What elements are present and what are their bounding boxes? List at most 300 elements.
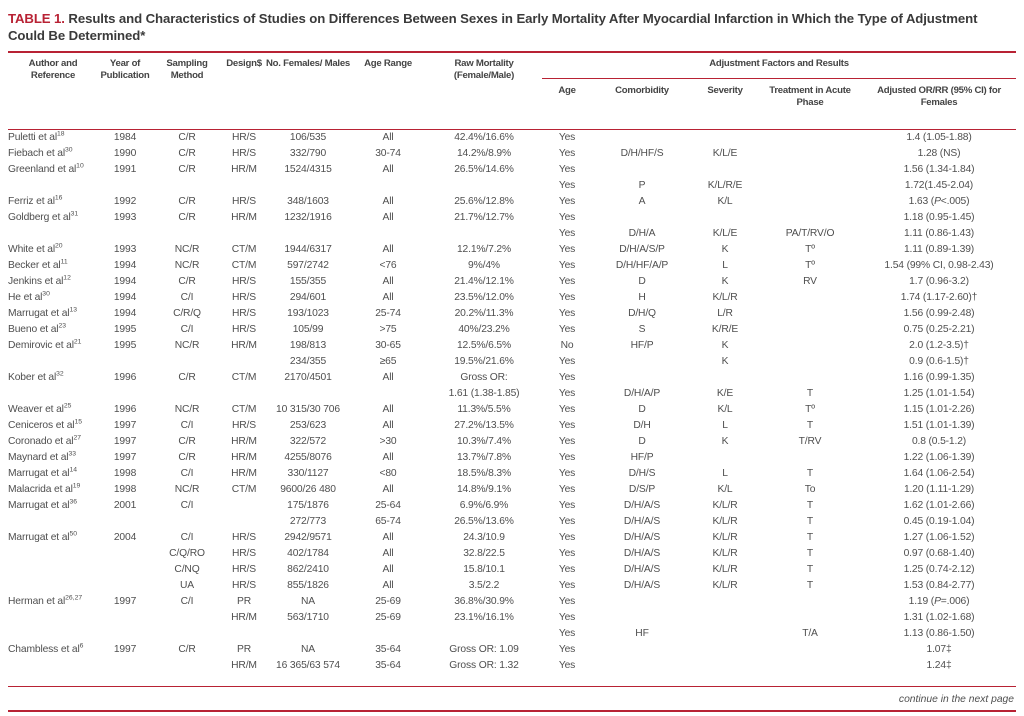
cell-design: HR/S [231, 548, 256, 559]
cell-age: Yes [558, 292, 576, 303]
cell-year: 1994 [113, 292, 137, 303]
cell-design: CT/M [231, 404, 257, 415]
cell-adjusted_or: 1.15 (1.01-2.26) [903, 404, 975, 415]
cell-severity [692, 658, 758, 674]
cell-severity [692, 130, 758, 147]
cell-sampling: C/R [178, 196, 196, 207]
table-row [8, 242, 1016, 258]
cell-adjusted_or: 0.45 (0.19-1.04) [903, 516, 975, 527]
table-row [8, 530, 1016, 546]
cell-sampling: C/R [178, 212, 196, 223]
cell-comorbidity: HF/P [630, 340, 654, 351]
cell-comorbidity: D/H/HF/S [620, 148, 664, 159]
cell-age_range: All [382, 276, 394, 287]
cell-age: Yes [558, 580, 576, 591]
results-table-container [8, 51, 1016, 687]
cell-design: HR/M [231, 212, 257, 223]
table-row [8, 610, 1016, 626]
cell-age: Yes [558, 404, 576, 415]
cell-year: 1994 [113, 276, 137, 287]
cell-adjusted_or: 1.13 (0.86-1.50) [903, 628, 975, 639]
cell-age: Yes [558, 372, 576, 383]
cell-raw_mortality: 14.8%/9.1% [456, 484, 512, 495]
cell-sampling: C/I [180, 532, 194, 543]
cell-year: 1996 [113, 404, 137, 415]
cell-year: 1997 [113, 420, 137, 431]
table-row [8, 562, 1016, 578]
results-table [8, 53, 1016, 674]
cell-adjusted_or: 1.11 (0.89-1.39) [903, 244, 975, 255]
cell-treatment: T/A [802, 628, 818, 639]
cell-raw_mortality: 15.8/10.1 [463, 564, 505, 575]
cell-year: 1990 [113, 148, 137, 159]
table-row [8, 162, 1016, 178]
cell-comorbidity [592, 594, 692, 610]
cell-year: 2004 [113, 532, 137, 543]
cell-treatment [758, 594, 862, 610]
cell-adjusted_or: 1.4 (1.05-1.88) [906, 132, 972, 143]
cell-comorbidity [592, 610, 692, 626]
cell-author: Marrugat et $al^{50}$ [8, 530, 77, 543]
cell-comorbidity [592, 162, 692, 178]
cell-severity: K/L/R [712, 548, 738, 559]
cell-severity: K/R/E [711, 324, 739, 335]
cell-treatment: T [806, 500, 814, 511]
table-row [8, 546, 1016, 562]
cell-year: 1995 [113, 340, 137, 351]
cell-age: Yes [558, 388, 576, 399]
cell-year [98, 562, 152, 578]
cell-age_range: All [382, 452, 394, 463]
cell-raw_mortality: 26.5%/13.6% [454, 516, 514, 527]
cell-severity [692, 210, 758, 226]
cell-year: 1993 [113, 212, 137, 223]
cell-treatment: Tº [805, 244, 815, 255]
cell-age_range: All [382, 484, 394, 495]
cell-adjusted_or: 0.8 (0.5-1.2) [911, 436, 967, 447]
cell-severity: K/L/R [712, 500, 738, 511]
cell-age_range [350, 178, 426, 194]
cell-design: HR/S [231, 132, 256, 143]
cell-design [222, 386, 266, 402]
cell-design: HR/M [231, 612, 257, 623]
cell-design: HR/S [231, 276, 256, 287]
cell-severity: L [722, 468, 728, 479]
cell-age: Yes [558, 468, 576, 479]
cell-n_females_males: 563/1710 [287, 612, 329, 623]
column-header: Age [542, 79, 592, 130]
cell-comorbidity: A [638, 196, 646, 207]
cell-comorbidity: D/H/Q [628, 308, 656, 319]
cell-severity: K/L/R [712, 516, 738, 527]
cell-age: Yes [558, 500, 576, 511]
cell-author: Marrugat et $al^{14}$ [8, 466, 77, 479]
cell-n_females_males [266, 386, 350, 402]
table-row [8, 130, 1016, 147]
cell-treatment [758, 178, 862, 194]
cell-comorbidity: D/H/A/S [623, 500, 661, 511]
cell-adjusted_or: 0.75 (0.25-2.21) [903, 324, 975, 335]
cell-year: 1993 [113, 244, 137, 255]
cell-sampling [152, 354, 222, 370]
cell-treatment [758, 146, 862, 162]
continue-note: continue in the next page [8, 687, 1016, 712]
cell-n_females_males: 402/1784 [287, 548, 329, 559]
cell-design: HR/M [231, 164, 257, 175]
cell-n_females_males: 2170/4501 [284, 372, 332, 383]
cell-adjusted_or: 1.18 (0.95-1.45) [903, 212, 975, 223]
cell-age_range: All [382, 196, 394, 207]
cell-author [8, 546, 98, 562]
cell-severity: K [721, 356, 729, 367]
cell-raw_mortality: 11.3%/5.5% [457, 404, 511, 415]
cell-n_females_males: 234/355 [289, 356, 327, 367]
cell-adjusted_or: 1.64 (1.06-2.54) [903, 468, 975, 479]
cell-comorbidity: HF/P [630, 452, 654, 463]
cell-comorbidity: D/H/A/S [623, 580, 661, 591]
cell-treatment: Tº [805, 404, 815, 415]
cell-raw_mortality: 12.1%/7.2% [456, 244, 512, 255]
cell-design: CT/M [231, 484, 257, 495]
cell-comorbidity: D/H/A/S [623, 516, 661, 527]
cell-adjusted_or: 1.16 (0.99-1.35) [903, 372, 975, 383]
cell-author: Goldberg et $al^{31}$ [8, 210, 79, 223]
cell-year [98, 354, 152, 370]
cell-age: Yes [558, 324, 576, 335]
table-row [8, 146, 1016, 162]
cell-year: 1998 [113, 484, 137, 495]
cell-n_females_males: 1944/6317 [284, 244, 332, 255]
cell-sampling: C/Q/RO [169, 548, 205, 559]
table-row [8, 258, 1016, 274]
cell-year [98, 626, 152, 642]
cell-age: Yes [558, 196, 576, 207]
cell-comorbidity: H [638, 292, 646, 303]
cell-author: Chambless et $al^6$ [8, 642, 84, 655]
cell-comorbidity: D/H [633, 420, 651, 431]
cell-design: HR/S [231, 580, 256, 591]
cell-adjusted_or: 0.9 (0.6-1.5)† [909, 356, 969, 367]
cell-n_females_males [266, 626, 350, 642]
cell-author: Marrugat et $al^{36}$ [8, 498, 77, 511]
cell-age: Yes [558, 276, 576, 287]
cell-n_females_males [266, 178, 350, 194]
cell-sampling: NC/R [174, 484, 200, 495]
cell-design: HR/M [231, 436, 257, 447]
cell-treatment [758, 370, 862, 386]
cell-treatment: T [806, 564, 814, 575]
cell-raw_mortality: 27.2%/13.5% [454, 420, 514, 431]
cell-severity [692, 594, 758, 610]
cell-sampling: NC/R [174, 404, 200, 415]
cell-adjusted_or: 2.0 (1.2-3.5)† [909, 340, 969, 351]
cell-n_females_males: 9600/26 480 [280, 484, 336, 495]
cell-age: Yes [558, 148, 576, 159]
cell-sampling [152, 386, 222, 402]
cell-design: PR [236, 644, 251, 655]
cell-year [98, 514, 152, 530]
cell-adjusted_or: 1.07‡ [926, 644, 952, 655]
cell-raw_mortality [426, 626, 542, 642]
cell-age_range: All [382, 548, 394, 559]
cell-adjusted_or: 1.31 (1.02-1.68) [903, 612, 975, 623]
cell-treatment [758, 210, 862, 226]
cell-age_range: <80 [379, 468, 397, 479]
cell-year: 1992 [113, 196, 137, 207]
cell-adjusted_or: 1.72(1.45-2.04) [904, 180, 974, 191]
cell-design [222, 626, 266, 642]
cell-raw_mortality: 25.6%/12.8% [454, 196, 514, 207]
cell-author: Kober et $al^{32}$ [8, 370, 64, 383]
cell-design: HR/S [231, 308, 256, 319]
cell-age_range: All [382, 372, 394, 383]
table-row [8, 226, 1016, 242]
cell-age_range: All [382, 404, 394, 415]
cell-age_range: <76 [379, 260, 397, 271]
cell-sampling: C/R [178, 372, 196, 383]
cell-year: 1991 [113, 164, 137, 175]
cell-author: Ferriz et $al^{16}$ [8, 194, 63, 207]
cell-author [8, 226, 98, 242]
cell-treatment: T [806, 580, 814, 591]
cell-n_females_males: 106/535 [289, 132, 327, 143]
cell-year [98, 178, 152, 194]
cell-treatment: T [806, 388, 814, 399]
table-row [8, 322, 1016, 338]
cell-treatment: T/RV [798, 436, 822, 447]
cell-age: Yes [558, 244, 576, 255]
table-row [8, 434, 1016, 450]
column-header: Adjusted OR/RR (95% CI) for Females [862, 79, 1016, 130]
cell-age: Yes [558, 420, 576, 431]
cell-comorbidity: D/H/S [628, 468, 656, 479]
cell-n_females_males: 272/773 [289, 516, 327, 527]
cell-n_females_males: 175/1876 [287, 500, 329, 511]
cell-age: Yes [558, 628, 576, 639]
cell-severity: K/L/R [712, 292, 738, 303]
cell-sampling: C/I [180, 292, 194, 303]
cell-sampling [152, 658, 222, 674]
cell-sampling: NC/R [174, 260, 200, 271]
cell-sampling: UA [179, 580, 194, 591]
column-header: Year of Publication [98, 53, 152, 130]
table-row [8, 370, 1016, 386]
cell-adjusted_or: 1.11 (0.86-1.43) [903, 228, 975, 239]
column-header: Treatment in Acute Phase [758, 79, 862, 130]
cell-author: Marrugat et $al^{13}$ [8, 306, 77, 319]
cell-adjusted_or: 1.56 (1.34-1.84) [903, 164, 975, 175]
cell-raw_mortality: 23.5%/12.0% [454, 292, 514, 303]
cell-treatment: T [806, 532, 814, 543]
cell-sampling: NC/R [174, 340, 200, 351]
cell-design: PR [236, 596, 251, 607]
cell-design: HR/S [231, 148, 256, 159]
cell-age: Yes [558, 612, 576, 623]
cell-design: HR/M [231, 660, 257, 671]
cell-treatment [758, 338, 862, 354]
cell-age_range: All [382, 244, 394, 255]
cell-design [222, 354, 266, 370]
cell-age: Yes [558, 180, 576, 191]
table-row [8, 418, 1016, 434]
cell-severity: K/L/R [712, 580, 738, 591]
cell-comorbidity: D/H/A/P [623, 388, 661, 399]
cell-adjusted_or: 1.25 (1.01-1.54) [903, 388, 975, 399]
cell-age: Yes [558, 452, 576, 463]
table-row [8, 194, 1016, 210]
cell-age_range: 25-74 [375, 308, 401, 319]
cell-raw_mortality: 42.4%/16.6% [454, 132, 514, 143]
cell-severity: L [722, 420, 728, 431]
table-title-label: TABLE 1. [8, 11, 65, 26]
cell-n_females_males: 193/1023 [287, 308, 329, 319]
cell-design: HR/M [231, 468, 257, 479]
cell-age_range: 25-64 [375, 500, 401, 511]
cell-adjusted_or: 1.62 (1.01-2.66) [903, 500, 975, 511]
table-row [8, 402, 1016, 418]
cell-comorbidity: D/H/A/S [623, 532, 661, 543]
cell-comorbidity: HF [635, 628, 649, 639]
cell-author: He et $al^{30}$ [8, 290, 50, 303]
cell-raw_mortality: 40%/23.2% [458, 324, 510, 335]
cell-treatment [758, 306, 862, 322]
cell-age: Yes [558, 532, 576, 543]
cell-year [98, 578, 152, 594]
cell-sampling [152, 514, 222, 530]
cell-n_females_males: 1524/4315 [284, 164, 332, 175]
cell-raw_mortality: 3.5/2.2 [468, 580, 500, 591]
cell-n_females_males: NA [300, 596, 315, 607]
cell-age: No [560, 340, 574, 351]
cell-author [8, 178, 98, 194]
cell-age_range: All [382, 212, 394, 223]
cell-sampling [152, 178, 222, 194]
cell-severity: K [721, 340, 729, 351]
cell-design [222, 178, 266, 194]
cell-treatment: T [806, 420, 814, 431]
cell-design: HR/S [231, 564, 256, 575]
cell-age: Yes [558, 212, 576, 223]
cell-sampling [152, 226, 222, 242]
cell-severity: K/L [717, 404, 733, 415]
table-row [8, 290, 1016, 306]
cell-design: HR/S [231, 196, 256, 207]
cell-sampling: C/NQ [174, 564, 200, 575]
cell-author [8, 626, 98, 642]
cell-age: Yes [558, 356, 576, 367]
cell-design: CT/M [231, 244, 257, 255]
cell-treatment [758, 162, 862, 178]
cell-severity: K/L/E [712, 148, 738, 159]
cell-comorbidity [592, 354, 692, 370]
cell-age_range [350, 226, 426, 242]
cell-raw_mortality: 9%/4% [468, 260, 500, 271]
cell-design: HR/S [231, 420, 256, 431]
cell-severity: K/L [717, 484, 733, 495]
cell-sampling: C/R [178, 452, 196, 463]
table-row [8, 594, 1016, 610]
cell-adjusted_or: 1.7 (0.96-3.2) [909, 276, 969, 287]
table-row [8, 354, 1016, 370]
cell-author: Maynard et $al^{33}$ [8, 450, 76, 463]
cell-treatment [758, 354, 862, 370]
cell-severity: K/E [716, 388, 734, 399]
cell-n_females_males: 322/572 [289, 436, 327, 447]
cell-age: Yes [558, 260, 576, 271]
cell-age_range [350, 386, 426, 402]
cell-age: Yes [558, 660, 576, 671]
cell-author [8, 354, 98, 370]
cell-treatment [758, 642, 862, 658]
cell-n_females_males: 198/813 [289, 340, 327, 351]
cell-author [8, 514, 98, 530]
cell-age_range [350, 626, 426, 642]
cell-treatment [758, 610, 862, 626]
cell-adjusted_or: 1.20 (1.11-1.29) [903, 484, 975, 495]
cell-adjusted_or: 1.54 (99% CI, 0.98-2.43) [884, 260, 994, 271]
cell-age_range: All [382, 564, 394, 575]
cell-n_females_males [266, 226, 350, 242]
cell-author [8, 386, 98, 402]
cell-sampling: C/R [178, 132, 196, 143]
cell-age_range: 65-74 [375, 516, 401, 527]
cell-author: Jenkins et $al^{12}$ [8, 274, 71, 287]
cell-raw_mortality: 21.4%/12.1% [454, 276, 514, 287]
cell-treatment [758, 194, 862, 210]
cell-comorbidity [592, 210, 692, 226]
cell-age_range: All [382, 292, 394, 303]
cell-author [8, 658, 98, 674]
cell-raw_mortality: 21.7%/12.7% [454, 212, 514, 223]
table-title-text: Results and Characteristics of Studies on Differences Between Sexes in Early Mortality After Myocardial Infarction in Which the Type of Adjustment Could Be Determined* [8, 11, 978, 43]
cell-age: Yes [558, 516, 576, 527]
cell-n_females_males: 1232/1916 [284, 212, 332, 223]
cell-age_range: 25-69 [375, 596, 401, 607]
cell-severity: L [722, 260, 728, 271]
cell-n_females_males: 105/99 [292, 324, 324, 335]
cell-raw_mortality: 13.7%/7.8% [456, 452, 512, 463]
cell-sampling: C/I [180, 420, 194, 431]
cell-sampling: NC/R [174, 244, 200, 255]
table-row [8, 386, 1016, 402]
cell-age: Yes [558, 132, 576, 143]
cell-year: 1997 [113, 452, 137, 463]
cell-year [98, 658, 152, 674]
cell-n_females_males: 294/601 [289, 292, 327, 303]
cell-age: Yes [558, 596, 576, 607]
cell-year [98, 386, 152, 402]
cell-age: Yes [558, 564, 576, 575]
cell-raw_mortality: 18.5%/8.3% [456, 468, 512, 479]
cell-author: Becker et $al^{11}$ [8, 258, 68, 271]
cell-raw_mortality: Gross OR: 1.32 [449, 660, 519, 671]
cell-author: Ceniceros et $al^{15}$ [8, 418, 82, 431]
cell-comorbidity [592, 642, 692, 658]
cell-treatment: RV [803, 276, 817, 287]
cell-age_range: 35-64 [375, 644, 401, 655]
cell-comorbidity: D/S/P [628, 484, 656, 495]
table-row [8, 498, 1016, 514]
cell-author [8, 562, 98, 578]
cell-comorbidity: D [638, 436, 646, 447]
table-row [8, 482, 1016, 498]
cell-design [222, 498, 266, 514]
cell-age_range: All [382, 420, 394, 431]
cell-author: Malacrida et $al^{19}$ [8, 482, 81, 495]
cell-age: Yes [558, 644, 576, 655]
cell-raw_mortality: 32.8/22.5 [463, 548, 505, 559]
cell-raw_mortality: 10.3%/7.4% [456, 436, 512, 447]
